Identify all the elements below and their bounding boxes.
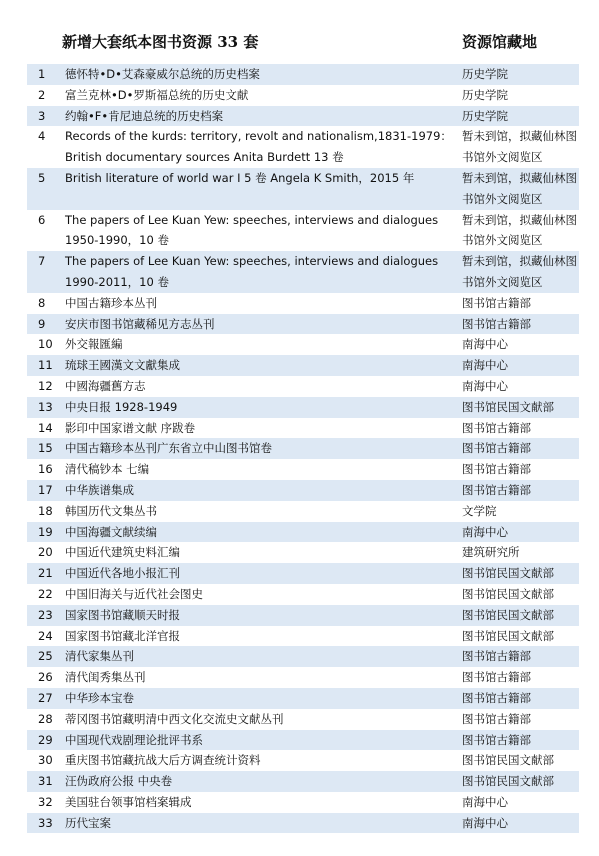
resource-title: 中国近代各地小报汇刊 <box>65 563 462 584</box>
row-number: 17 <box>27 480 65 501</box>
resource-title: 外交報匯編 <box>65 337 123 352</box>
row-number: 21 <box>27 563 65 584</box>
resource-table <box>27 64 579 833</box>
resource-title: 清代闺秀集丛刊 <box>65 670 146 685</box>
row-number: 16 <box>38 462 53 477</box>
row-number: 28 <box>38 711 53 726</box>
row-number: 12 <box>38 378 53 393</box>
table-row <box>27 688 579 709</box>
row-number: 30 <box>38 753 53 768</box>
resource-location: 南海中心 <box>462 522 579 543</box>
row-number: 3 <box>27 106 65 127</box>
resource-location: 图书馆古籍部 <box>462 730 579 751</box>
row-number: 24 <box>38 628 53 643</box>
row-number: 31 <box>27 771 65 792</box>
resource-title: 国家图书馆藏顺天时报 <box>65 605 462 626</box>
row-number: 11 <box>27 355 65 376</box>
table-row <box>27 480 579 501</box>
resource-location: 南海中心 <box>462 378 508 393</box>
resource-title: 清代稿钞本 七编 <box>65 462 150 477</box>
table-row <box>27 646 579 667</box>
resource-location: 暂未到馆，拟藏仙林图书馆外文阅览区 <box>462 251 579 293</box>
resource-location: 图书馆古籍部 <box>462 670 531 685</box>
resource-location: 图书馆古籍部 <box>462 688 579 709</box>
row-number: 23 <box>27 605 65 626</box>
table-row <box>27 106 579 127</box>
resource-title: 美国驻台领事馆档案辑成 <box>65 794 192 809</box>
table-row <box>27 626 579 647</box>
row-number: 8 <box>38 295 46 310</box>
table-header <box>27 0 579 64</box>
row-number: 4 <box>38 129 46 144</box>
row-number: 22 <box>38 586 53 601</box>
table-row <box>27 376 579 397</box>
resource-title: 中华珍本宝卷 <box>65 688 462 709</box>
table-row <box>27 522 579 543</box>
resource-location: 历史学院 <box>462 106 579 127</box>
resource-location: 图书馆民国文献部 <box>462 628 554 643</box>
resource-location: 建筑研究所 <box>462 545 520 560</box>
resource-location: 图书馆古籍部 <box>462 480 579 501</box>
resource-location: 图书馆古籍部 <box>462 420 531 435</box>
table-row <box>27 730 579 751</box>
resource-title: 汪伪政府公报 中央卷 <box>65 771 462 792</box>
row-number: 25 <box>27 646 65 667</box>
resource-location: 南海中心 <box>462 813 579 834</box>
resource-location: 暂未到馆，拟藏仙林图书馆外文阅览区 <box>462 129 577 165</box>
resource-location: 图书馆民国文献部 <box>462 753 554 768</box>
resource-location: 暂未到馆，拟藏仙林图书馆外文阅览区 <box>462 212 577 248</box>
resource-title: 德怀特•D•艾森豪威尔总统的历史档案 <box>65 64 462 85</box>
resource-title: 约翰•F•肯尼迪总统的历史档案 <box>65 106 462 127</box>
resource-title: 重庆图书馆藏抗战大后方调查统计资料 <box>65 753 261 768</box>
resource-location: 南海中心 <box>462 794 508 809</box>
resource-title: 安庆市图书馆藏稀见方志丛刊 <box>65 314 462 335</box>
resource-title: British literature of world war I 5 卷 Angela K Smith，2015 年 <box>65 168 462 210</box>
resource-title: The papers of Lee Kuan Yew: speeches, interviews and dialogues 1990-2011，10 卷 <box>65 251 462 293</box>
resource-title: 中国旧海关与近代社会图史 <box>65 586 203 601</box>
row-number: 18 <box>38 503 53 518</box>
row-number: 20 <box>38 545 53 560</box>
row-number: 14 <box>38 420 53 435</box>
resource-title: 国家图书馆藏北洋官报 <box>65 628 180 643</box>
table-row <box>27 251 579 293</box>
resource-title: Records of the kurds: territory, revolt and nationalism,1831-1979：British documentary sources Anita Burdett 13 卷 <box>65 129 452 165</box>
resource-title: 中央日报 1928-1949 <box>65 397 462 418</box>
table-row <box>27 64 579 85</box>
resource-location: 南海中心 <box>462 337 508 352</box>
row-number: 9 <box>27 314 65 335</box>
table-row <box>27 314 579 335</box>
resource-location: 图书馆民国文献部 <box>462 771 579 792</box>
resource-title: 中国古籍珍本丛刊广东省立中山图书馆卷 <box>65 438 462 459</box>
table-row <box>27 355 579 376</box>
table-row <box>27 605 579 626</box>
row-number: 7 <box>27 251 65 293</box>
row-number: 19 <box>27 522 65 543</box>
resource-location: 历史学院 <box>462 64 579 85</box>
resource-title: The papers of Lee Kuan Yew: speeches, interviews and dialogues 1950-1990，10 卷 <box>65 212 439 248</box>
resource-location: 历史学院 <box>462 87 508 102</box>
resource-location: 图书馆民国文献部 <box>462 563 579 584</box>
row-number: 2 <box>38 87 46 102</box>
resource-title: 中国现代戏剧理论批评书系 <box>65 730 462 751</box>
resource-title: 中国古籍珍本丛刊 <box>65 295 157 310</box>
row-number: 29 <box>27 730 65 751</box>
resource-location: 图书馆民国文献部 <box>462 586 554 601</box>
row-number: 10 <box>38 337 53 352</box>
resource-location: 图书馆古籍部 <box>462 438 579 459</box>
resource-location: 图书馆古籍部 <box>462 462 531 477</box>
resource-location: 图书馆民国文献部 <box>462 397 579 418</box>
resource-location: 南海中心 <box>462 355 579 376</box>
table-row <box>27 168 579 210</box>
row-number: 5 <box>27 168 65 210</box>
table-row <box>27 667 579 688</box>
table-row <box>27 210 579 252</box>
row-number: 15 <box>27 438 65 459</box>
resource-title: 蒂冈图书馆藏明清中西文化交流史文献丛刊 <box>65 711 284 726</box>
resource-title: 中国海疆文献续编 <box>65 522 462 543</box>
resource-title: 琉球王國漢文文獻集成 <box>65 355 462 376</box>
resource-location: 图书馆古籍部 <box>462 646 579 667</box>
resource-title: 中国近代建筑史料汇编 <box>65 545 180 560</box>
table-row <box>27 334 579 355</box>
table-row <box>27 813 579 834</box>
table-row <box>27 459 579 480</box>
table-row <box>27 771 579 792</box>
page-title: 新增大套纸本图书资源 33 套 <box>62 33 259 51</box>
resource-location: 文学院 <box>462 503 497 518</box>
table-row <box>27 501 579 522</box>
resource-title: 影印中国家谱文献 序跋卷 <box>65 420 196 435</box>
table-row <box>27 126 579 168</box>
resource-title: 历代宝案 <box>65 813 462 834</box>
table-row <box>27 584 579 605</box>
table-row <box>27 438 579 459</box>
table-row <box>27 792 579 813</box>
resource-location: 图书馆古籍部 <box>462 314 579 335</box>
table-row <box>27 542 579 563</box>
row-number: 26 <box>38 670 53 685</box>
row-number: 27 <box>27 688 65 709</box>
resource-title: 韩国历代文集丛书 <box>65 503 157 518</box>
document <box>27 0 579 833</box>
resource-title: 富兰克林•D•罗斯福总统的历史文献 <box>65 87 249 102</box>
table-row <box>27 418 579 439</box>
resource-location: 图书馆民国文献部 <box>462 605 579 626</box>
table-row <box>27 293 579 314</box>
resource-title: 中华族谱集成 <box>65 480 462 501</box>
table-row <box>27 85 579 106</box>
resource-location: 暂未到馆，拟藏仙林图书馆外文阅览区 <box>462 168 579 210</box>
row-number: 13 <box>27 397 65 418</box>
row-number: 33 <box>27 813 65 834</box>
row-number: 32 <box>38 794 53 809</box>
row-number: 1 <box>27 64 65 85</box>
table-row <box>27 397 579 418</box>
resource-location: 图书馆古籍部 <box>462 295 531 310</box>
row-number: 6 <box>38 212 46 227</box>
table-row <box>27 563 579 584</box>
resource-title: 清代家集丛刊 <box>65 646 462 667</box>
table-row <box>27 709 579 730</box>
location-column-header: 资源馆藏地 <box>462 33 538 51</box>
resource-location: 图书馆古籍部 <box>462 711 531 726</box>
table-row <box>27 750 579 771</box>
resource-title: 中國海疆舊方志 <box>65 378 146 393</box>
